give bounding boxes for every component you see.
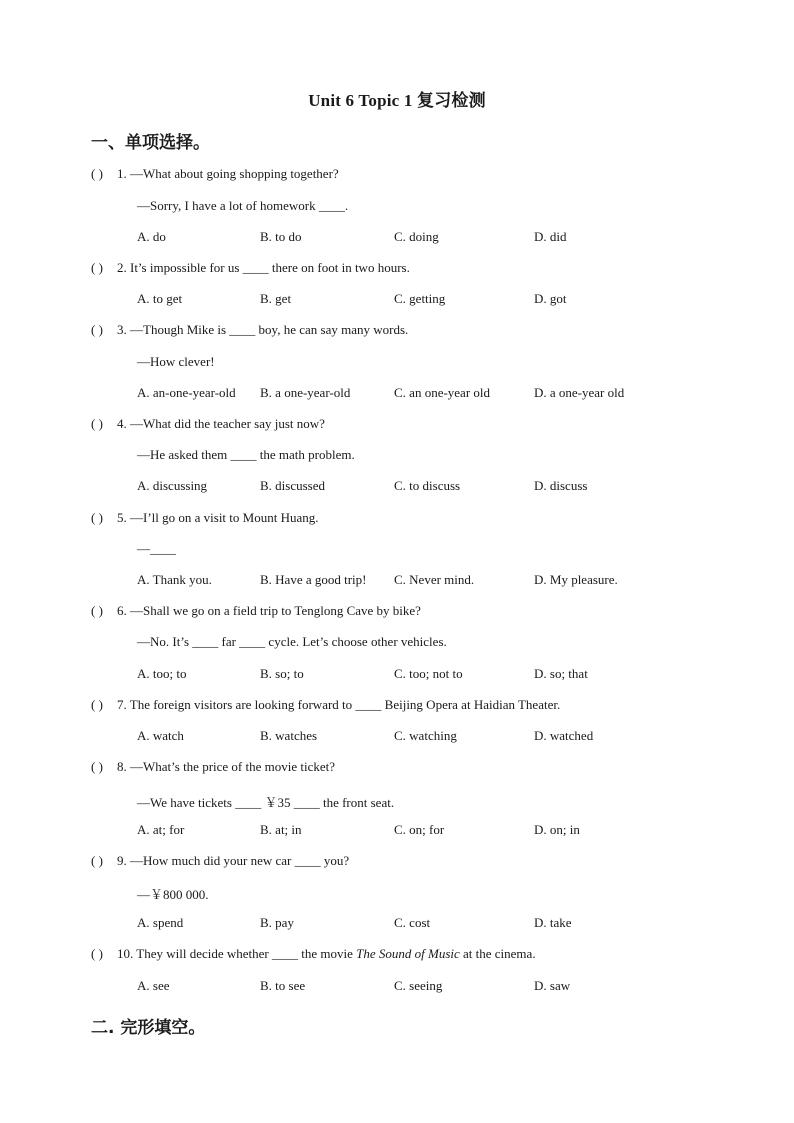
option-c: C. an one-year old xyxy=(394,385,491,400)
question-1-reply: —Sorry, I have a lot of homework ____. xyxy=(137,198,349,213)
question-1 xyxy=(91,166,339,182)
option-b: B. a one-year-old xyxy=(260,385,351,400)
option-b: B. Have a good trip! xyxy=(260,572,367,587)
question-8-reply: —We have tickets ____ ￥35 ____ the front seat. xyxy=(137,795,395,810)
option-c: C. getting xyxy=(394,291,446,306)
question-9 xyxy=(91,853,349,869)
question-stem-end: at the cinema. xyxy=(459,946,536,961)
option-c: C. to discuss xyxy=(394,478,461,493)
question-1-options xyxy=(137,229,697,247)
question-5 xyxy=(91,510,319,526)
question-10-options xyxy=(137,978,697,996)
option-d: D. discuss xyxy=(534,478,588,493)
option-b: B. pay xyxy=(260,915,294,930)
option-a: A. at; for xyxy=(137,822,185,837)
question-stem: 3. —Though Mike is ____ boy, he can say many words. xyxy=(117,322,409,337)
option-b: B. at; in xyxy=(260,822,302,837)
answer-blank: ( ) xyxy=(91,946,103,961)
option-a: A. Thank you. xyxy=(137,572,212,587)
section-heading-cloze: 二. 完形填空。 xyxy=(91,1018,206,1038)
question-8-options xyxy=(137,822,697,840)
option-d: D. got xyxy=(534,291,567,306)
option-a: A. an-one-year-old xyxy=(137,385,236,400)
option-b: B. to see xyxy=(260,978,306,993)
option-b: B. so; to xyxy=(260,666,304,681)
movie-title: The Sound of Music xyxy=(356,946,460,961)
question-stem: 7. The foreign visitors are looking forward to ____ Beijing Opera at Haidian Theater. xyxy=(117,697,561,712)
option-d: D. take xyxy=(534,915,572,930)
question-3 xyxy=(91,322,408,338)
question-6-options xyxy=(137,666,697,684)
answer-blank: ( ) xyxy=(91,510,103,525)
question-stem: 4. —What did the teacher say just now? xyxy=(117,416,325,431)
option-c: C. watching xyxy=(394,728,457,743)
answer-blank: ( ) xyxy=(91,166,103,181)
option-b: B. discussed xyxy=(260,478,325,493)
question-6 xyxy=(91,603,421,619)
question-stem: 8. —What’s the price of the movie ticket? xyxy=(117,759,336,774)
option-d: D. so; that xyxy=(534,666,588,681)
option-d: D. watched xyxy=(534,728,594,743)
answer-blank: ( ) xyxy=(91,697,103,712)
option-a: A. to get xyxy=(137,291,183,306)
option-a: A. do xyxy=(137,229,166,244)
question-2 xyxy=(91,260,410,276)
answer-blank: ( ) xyxy=(91,416,103,431)
question-stem: 9. —How much did your new car ____ you? xyxy=(117,853,350,868)
question-stem: 5. —I’ll go on a visit to Mount Huang. xyxy=(117,510,319,525)
question-6-reply: —No. It’s ____ far ____ cycle. Let’s choose other vehicles. xyxy=(137,634,447,649)
option-a: A. discussing xyxy=(137,478,208,493)
option-d: D. saw xyxy=(534,978,571,993)
question-8 xyxy=(91,759,335,775)
question-stem: 6. —Shall we go on a field trip to Tenglong Cave by bike? xyxy=(117,603,421,618)
question-7-options xyxy=(137,728,697,746)
question-4 xyxy=(91,416,325,432)
question-10 xyxy=(91,946,536,962)
question-4-options xyxy=(137,478,697,496)
answer-blank: ( ) xyxy=(91,759,103,774)
option-b: B. watches xyxy=(260,728,318,743)
option-a: A. spend xyxy=(137,915,184,930)
question-9-options xyxy=(137,915,697,933)
option-b: B. get xyxy=(260,291,292,306)
option-a: A. watch xyxy=(137,728,184,743)
answer-blank: ( ) xyxy=(91,603,103,618)
option-d: D. a one-year old xyxy=(534,385,625,400)
option-d: D. on; in xyxy=(534,822,580,837)
section-heading-multiple-choice: 一、单项选择。 xyxy=(91,133,210,153)
option-d: D. did xyxy=(534,229,567,244)
option-c: C. too; not to xyxy=(394,666,463,681)
question-4-reply: —He asked them ____ the math problem. xyxy=(137,447,355,462)
question-stem: 1. —What about going shopping together? xyxy=(117,166,339,181)
option-c: C. Never mind. xyxy=(394,572,475,587)
question-9-reply: —￥800 000. xyxy=(137,887,209,902)
question-5-options xyxy=(137,572,697,590)
option-a: A. too; to xyxy=(137,666,187,681)
question-5-reply: —____ xyxy=(137,541,176,556)
option-a: A. see xyxy=(137,978,170,993)
question-stem: 2. It’s impossible for us ____ there on foot in two hours. xyxy=(117,260,410,275)
option-c: C. cost xyxy=(394,915,431,930)
page-title: Unit 6 Topic 1 复习检测 xyxy=(308,91,486,110)
question-7 xyxy=(91,697,560,713)
question-3-reply: —How clever! xyxy=(137,354,215,369)
answer-blank: ( ) xyxy=(91,853,103,868)
option-c: C. doing xyxy=(394,229,439,244)
answer-blank: ( ) xyxy=(91,322,103,337)
question-2-options xyxy=(137,291,697,309)
answer-blank: ( ) xyxy=(91,260,103,275)
option-b: B. to do xyxy=(260,229,302,244)
option-c: C. seeing xyxy=(394,978,443,993)
option-c: C. on; for xyxy=(394,822,445,837)
question-stem: 10. They will decide whether ____ the movie xyxy=(117,946,357,961)
option-d: D. My pleasure. xyxy=(534,572,618,587)
question-3-options xyxy=(137,385,697,403)
